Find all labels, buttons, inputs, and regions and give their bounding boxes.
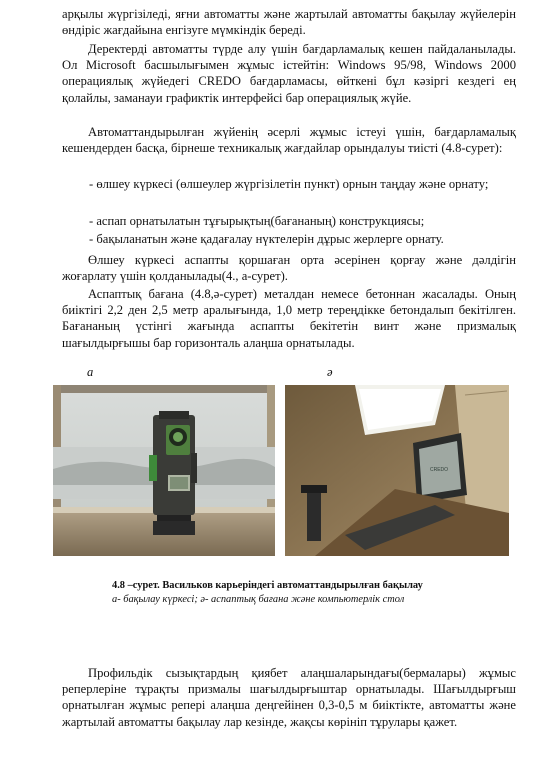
figure-caption-subtitle: а- бақылау күркесі; ә- аспаптық бағана және компьютерлік стол (112, 594, 405, 605)
figure-label-b: ә (327, 365, 333, 379)
paragraph-continuation: арқылы жүргізіледі, яғни автоматты және жартылай автоматты бақылау жүйелерін өндіріс жағдайына енгізуге мүмкіндік береді. (62, 7, 516, 38)
photo-observation-booth (53, 385, 275, 556)
paragraph-column: Аспаптық бағана (4.8,ә-сурет) металдан немесе бетоннан жасалады. Оның биіктігі 2,2 ден 2,5 метр аралығында, 1,0 метр тереңдікке бетондалып бекітілген. Бағананың үстінгі жағында аспапты бекітетін винт және призмалық шағылдырғышы бар горизонталь алаңша орнатылады. (62, 287, 516, 350)
paragraph-reflectors: Профильдік сызықтардың қиябет алаңшаларындағы(бермалары) жұмыс реперлеріне тұрақты призмалы шағылдырғыштар орнатылады. Шағылдырғыш орнатылған жұмыс репері алаңша деңгейінен 0,3-0,5 м биіктікте, автоматты және жартылай автоматты бақылау лар кезінде, жақсы көрініп тұрулары қажет. (62, 666, 516, 729)
computer-desk-photo (285, 385, 509, 556)
paragraph-software: Деректерді автоматты түрде алу үшін бағдарламалық кешен пайдаланылады. Ол Microsoft басшылығымен жұмыс істейтін: Windows 95/98, Windows 2000 операциялық жүйедегі CREDO бағдарламасы, өйткені бұл кәзіргі кездегі ең қолайлы, заманауи графиктік интерфейсі бар операциялық жүйе. (62, 42, 516, 105)
photo-column-and-desk (285, 385, 509, 556)
figure-label-a: а (87, 365, 94, 379)
bullet-item: - бақыланатын және қадағалау нүктелерін дұрыс жерлерге орнату. (89, 232, 444, 246)
paragraph-conditions: Автоматтандырылған жүйенің әсерлі жұмыс істеуі үшін, бағдарламалық кешендерден басқа, бірнеше техникалық жағдайлар орындалуы тиісті (4.8-сурет): (62, 125, 516, 156)
bullet-item: - аспап орнатылатын тұғырықтың(бағананың) конструкциясы; (89, 214, 425, 228)
monitor-screen-text: CREDO (430, 467, 449, 473)
figure-caption (112, 579, 492, 607)
figure-caption-title: 4.8 –сурет. Васильков карьеріндегі автоматтандырылған бақылау (112, 580, 423, 591)
paragraph-booth: Өлшеу күркесі аспапты қоршаған орта әсерінен қорғау және дәлдігін жоғарлату үшін қолданылады(4., а-сурет). (62, 253, 516, 284)
bullet-item: - өлшеу күркесі (өлшеулер жүргізілетін пункт) орнын таңдау және орнату; (89, 177, 489, 191)
total-station-photo (53, 385, 275, 556)
